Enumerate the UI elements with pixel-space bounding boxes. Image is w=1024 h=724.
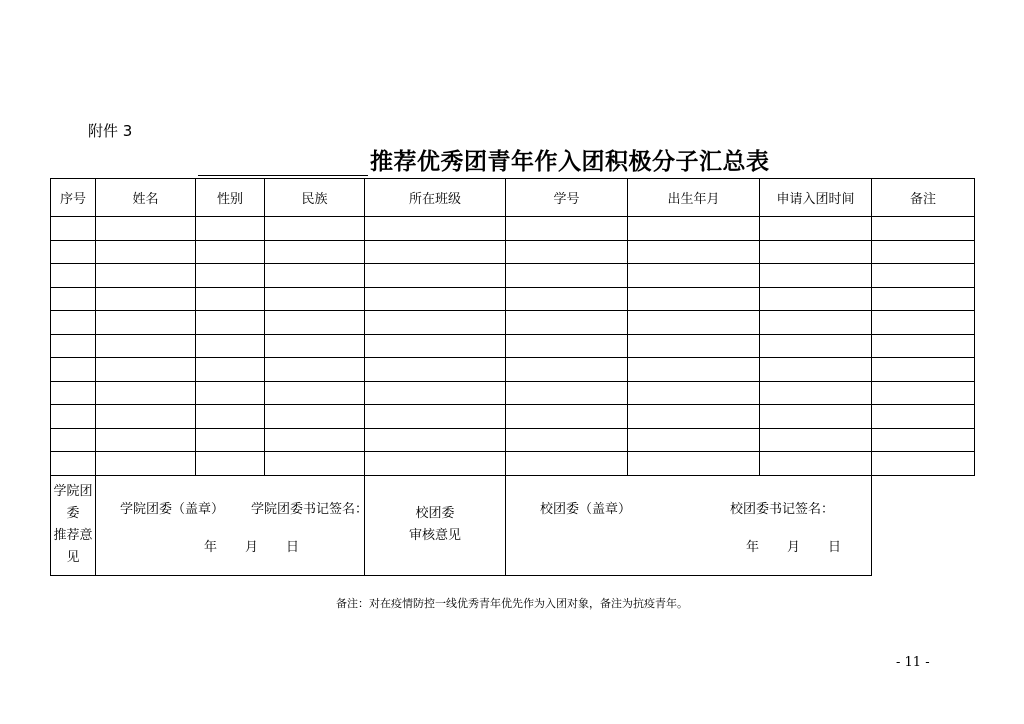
table-cell[interactable] [96, 287, 196, 311]
table-cell[interactable] [628, 264, 760, 288]
table-cell[interactable] [196, 217, 265, 241]
table-cell[interactable] [51, 405, 96, 429]
table-cell[interactable] [760, 240, 872, 264]
table-cell[interactable] [872, 264, 975, 288]
table-cell[interactable] [196, 428, 265, 452]
table-cell[interactable] [96, 452, 196, 476]
table-row [51, 311, 975, 335]
table-cell[interactable] [872, 334, 975, 358]
header-cell: 申请入团时间 [760, 179, 872, 217]
table-cell[interactable] [96, 334, 196, 358]
header-cell: 性别 [196, 179, 265, 217]
date-year: 年 [746, 539, 760, 555]
college-opinion-label-cell [51, 475, 96, 575]
table-cell[interactable] [51, 311, 96, 335]
table-cell[interactable] [760, 217, 872, 241]
title-blank-line [198, 149, 368, 176]
table-cell[interactable] [872, 358, 975, 382]
table-cell[interactable] [628, 311, 760, 335]
header-cell: 备注 [872, 179, 975, 217]
table-cell[interactable] [365, 264, 506, 288]
table-cell[interactable] [872, 452, 975, 476]
table-cell[interactable] [506, 240, 628, 264]
table-cell[interactable] [506, 264, 628, 288]
table-cell[interactable] [872, 287, 975, 311]
table-cell[interactable] [365, 405, 506, 429]
header-cell: 民族 [265, 179, 365, 217]
table-cell[interactable] [760, 358, 872, 382]
table-cell[interactable] [365, 381, 506, 405]
table-cell[interactable] [628, 428, 760, 452]
school-opinion-label-2: 审核意见 [408, 528, 461, 543]
school-opinion-label-1: 校团委 [415, 506, 455, 521]
table-cell[interactable] [265, 405, 365, 429]
table-cell[interactable] [265, 217, 365, 241]
table-cell[interactable] [51, 287, 96, 311]
table-row [51, 381, 975, 405]
date-day: 日 [286, 539, 300, 555]
date-month: 月 [245, 539, 259, 555]
table-cell[interactable] [872, 405, 975, 429]
table-cell[interactable] [265, 287, 365, 311]
college-sign-text: 学院团委书记签名： [251, 501, 369, 517]
table-cell[interactable] [760, 381, 872, 405]
table-cell[interactable] [760, 334, 872, 358]
table-cell[interactable] [628, 334, 760, 358]
college-opinion-label-2: 推荐意见 [53, 528, 93, 565]
table-cell[interactable] [196, 452, 265, 476]
header-cell: 姓名 [96, 179, 196, 217]
college-seal-text: 学院团委（盖章） [120, 501, 225, 517]
table-cell[interactable] [506, 452, 628, 476]
header-cell: 出生年月 [628, 179, 760, 217]
table-cell[interactable] [51, 334, 96, 358]
table-cell[interactable] [628, 381, 760, 405]
table-cell[interactable] [506, 334, 628, 358]
school-opinion-label-cell [365, 475, 506, 575]
table-cell[interactable] [628, 405, 760, 429]
college-opinion-cell [96, 475, 369, 575]
table-cell[interactable] [265, 264, 365, 288]
table-cell[interactable] [872, 217, 975, 241]
college-date [204, 536, 299, 555]
table-cell[interactable] [265, 452, 365, 476]
header-cell: 序号 [51, 179, 96, 217]
table-cell[interactable] [51, 428, 96, 452]
table-cell[interactable] [51, 240, 96, 264]
table-cell[interactable] [506, 428, 628, 452]
table-cell[interactable] [196, 264, 265, 288]
date-year: 年 [204, 539, 218, 555]
table-cell[interactable] [51, 381, 96, 405]
table-cell[interactable] [365, 287, 506, 311]
table-row [51, 264, 975, 288]
table-cell[interactable] [506, 311, 628, 335]
table-row [51, 428, 975, 452]
table-cell[interactable] [51, 264, 96, 288]
school-date [746, 536, 841, 555]
table-cell[interactable] [365, 311, 506, 335]
table-cell[interactable] [628, 287, 760, 311]
table-row [51, 240, 975, 264]
table-row [51, 334, 975, 358]
table-cell[interactable] [760, 405, 872, 429]
table-cell[interactable] [506, 405, 628, 429]
table-cell[interactable] [96, 381, 196, 405]
table-cell[interactable] [265, 240, 365, 264]
table-cell[interactable] [506, 358, 628, 382]
table-cell[interactable] [628, 452, 760, 476]
table-cell[interactable] [365, 217, 506, 241]
date-month: 月 [787, 539, 801, 555]
table-cell[interactable] [265, 381, 365, 405]
title-block [198, 146, 770, 176]
table-cell[interactable] [265, 358, 365, 382]
table-cell[interactable] [365, 428, 506, 452]
table-cell[interactable] [760, 428, 872, 452]
date-day: 日 [828, 539, 842, 555]
table-cell[interactable] [872, 428, 975, 452]
header-row [51, 179, 975, 217]
table-cell[interactable] [265, 428, 365, 452]
table-cell[interactable] [628, 358, 760, 382]
table-cell[interactable] [196, 358, 265, 382]
table-cell[interactable] [51, 358, 96, 382]
college-opinion-label-1: 学院团委 [53, 484, 93, 521]
table-row [51, 358, 975, 382]
table-cell[interactable] [96, 358, 196, 382]
table-row [51, 217, 975, 241]
table-cell[interactable] [196, 287, 265, 311]
table-row [51, 287, 975, 311]
table-cell[interactable] [196, 405, 265, 429]
table-row [51, 452, 975, 476]
summary-table [50, 178, 975, 576]
page-title: 推荐优秀团青年作入团积极分子汇总表 [370, 149, 770, 175]
header-cell: 学号 [506, 179, 628, 217]
table-cell[interactable] [196, 334, 265, 358]
table-cell[interactable] [96, 264, 196, 288]
attachment-label: 附件 3 [88, 122, 133, 140]
table-cell[interactable] [51, 452, 96, 476]
table-cell[interactable] [265, 334, 365, 358]
table-cell[interactable] [196, 381, 265, 405]
table-cell[interactable] [96, 311, 196, 335]
table-cell[interactable] [365, 240, 506, 264]
table-cell[interactable] [365, 452, 506, 476]
table-cell[interactable] [365, 334, 506, 358]
header-cell: 所在班级 [365, 179, 506, 217]
table-cell[interactable] [506, 287, 628, 311]
school-opinion-cell [506, 475, 872, 575]
table-cell[interactable] [51, 217, 96, 241]
table-cell[interactable] [872, 381, 975, 405]
footnote: 备注：对在疫情防控一线优秀青年优先作为入团对象，备注为抗疫青年。 [336, 597, 688, 610]
table-cell[interactable] [506, 217, 628, 241]
table-cell[interactable] [628, 217, 760, 241]
table-cell[interactable] [506, 381, 628, 405]
table-cell[interactable] [872, 240, 975, 264]
approval-row [51, 475, 975, 575]
table-cell[interactable] [96, 240, 196, 264]
table-row [51, 405, 975, 429]
school-sign-text: 校团委书记签名： [730, 501, 835, 517]
table-cell[interactable] [96, 405, 196, 429]
table-cell[interactable] [265, 311, 365, 335]
table-cell[interactable] [760, 287, 872, 311]
table-cell[interactable] [872, 311, 975, 335]
page-number: - 11 - [896, 655, 930, 670]
table-cell[interactable] [760, 452, 872, 476]
school-seal-text: 校团委（盖章） [540, 501, 632, 517]
table-cell[interactable] [196, 311, 265, 335]
table-cell[interactable] [628, 240, 760, 264]
table-cell[interactable] [365, 358, 506, 382]
table-cell[interactable] [196, 240, 265, 264]
table-cell[interactable] [96, 217, 196, 241]
table-cell[interactable] [96, 428, 196, 452]
table-cell[interactable] [760, 311, 872, 335]
table-cell[interactable] [760, 264, 872, 288]
